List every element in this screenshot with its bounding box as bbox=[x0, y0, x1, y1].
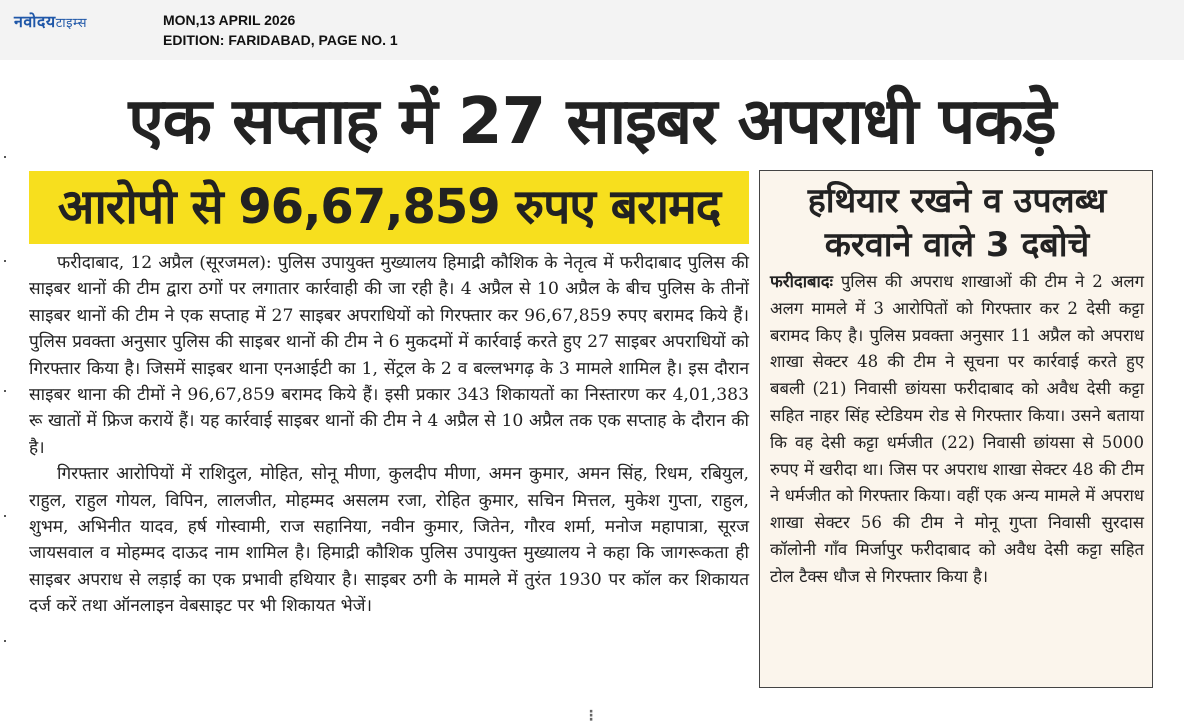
logo-subtext: टाइम्स bbox=[55, 16, 88, 31]
edition-page: EDITION: FARIDABAD, PAGE NO. 1 bbox=[163, 32, 398, 48]
newspaper-page bbox=[0, 60, 1184, 723]
column-divider-mark: ⋮ bbox=[584, 708, 598, 723]
margin-mark bbox=[4, 640, 6, 642]
edition-info bbox=[163, 10, 398, 50]
side-story-box bbox=[759, 170, 1153, 688]
margin-mark bbox=[4, 390, 6, 392]
cut-off-headline-fragment bbox=[10, 706, 270, 722]
margin-mark bbox=[4, 260, 6, 262]
side-story-text: पुलिस की अपराध शाखाओं की टीम ने 2 अलग अलग मामले में 3 आरोपितों को गिरफ्तार कर 2 देसी कट्टा बरामद किए है। पुलिस प्रवक्ता अनुसार 11 अप्रैल को अपराध शाखा सेक्टर 48 की टीम ने सूचना पर कार्रवाई करते हुए बबली (21) निवासी छांयसा फरीदाबाद को अवैध देसी कट्टा सहित नाहर सिंह स्टेडियम रोड से गिरफ्तार किया। उसने बताया कि वह देसी कट्टा धर्मजीत (22) निवासी छांयसा से 5000 रुपए में खरीदा था। जिस पर अपराध शाखा सेक्टर 48 की टीम ने धर्मजीत को गिरफ्तार किया। वहीं एक अन्य मामले में अपराध शाखा सेक्टर 56 की टीम ने मोनू गुप्ता निवासी सुरदास कॉलोनी गाँव मिर्जापुर फरीदाबाद को अवैध देसी कट्टा सहित टोल टैक्स धौज से गिरफ्तार किया है। bbox=[770, 272, 1144, 586]
sub-headline: आरोपी से 96,67,859 रुपए बरामद bbox=[29, 171, 749, 244]
logo-text: नवोदय bbox=[14, 12, 56, 31]
masthead-bar bbox=[0, 0, 1184, 60]
side-story-body bbox=[770, 269, 1144, 591]
main-story-body bbox=[29, 250, 749, 620]
main-headline: एक सप्ताह में 27 साइबर अपराधी पकड़े bbox=[128, 85, 1056, 159]
issue-date: MON,13 APRIL 2026 bbox=[163, 12, 296, 28]
newspaper-logo[interactable] bbox=[14, 10, 87, 32]
margin-mark bbox=[4, 156, 6, 158]
margin-mark bbox=[4, 515, 6, 517]
main-story-paragraph: गिरफ्तार आरोपियों में राशिदुल, मोहित, सोनू मीणा, कुलदीप मीणा, अमन कुमार, अमन सिंह, रिधम, रबियुल, राहुल, राहुल गोयल, विपिन, लालजीत, मोहम्मद असलम रजा, रोहित कुमार, सचिन मित्तल, मुकेश गुप्ता, राहुल, शुभम, अभिनीत यादव, हर्ष गोस्वामी, राज सहानिया, नवीन कुमार, जितेन, गौरव शर्मा, मनोज महापात्रा, सूरज जायसवाल व मोहम्मद दाऊद नाम शामिल है। हिमाद्री कौशिक पुलिस उपायुक्त मुख्यालय ने कहा कि जागरूकता ही साइबर अपराध से लड़ाई का एक प्रभावी हथियार है। साइबर ठगी के मामले में तुरंत 1930 पर कॉल कर शिकायत दर्ज करें तथा ऑनलाइन वेबसाइट पर भी शिकायत भेजें। bbox=[29, 464, 749, 617]
next-story-cutoff bbox=[0, 696, 1184, 723]
main-story-paragraph: फरीदाबाद, 12 अप्रैल (सूरजमल): पुलिस उपायुक्त मुख्यालय हिमाद्री कौशिक के नेतृत्व में फरीदाबाद पुलिस की साइबर थानों की टीम द्वारा ठगों पर लगातार कार्रवाही की जा रही है। 4 अप्रैल से 10 अप्रैल के बीच पुलिस के तीनों साइबर थानों की टीम ने एक सप्ताह में 27 साइबर अपराधियों को गिरफ्तार कर 96,67,859 रुपए बरामद किये हैं। पुलिस प्रवक्ता अनुसार पुलिस की साइबर थानों की टीम ने 6 मुकदमों में कार्रवाई करते हुए 27 साइबर अपराधियों को गिरफ्तार किया है। जिसमें साइबर थाना एनआईटी का 1, सेंट्रल के 2 व बल्लभगढ़ के 3 मामले शामिल है। इस दौरान साइबर थाना की टीमों ने 96,67,859 बरामद किये हैं। इसी प्रकार 343 शिकायतों का निस्तारण कर 4,01,383 रू खातों में फ्रिज करायें हैं। यह कार्रवाई साइबर थानों की टीम ने 4 अप्रैल से 10 अप्रैल तक एक सप्ताह के दौरान की है। bbox=[29, 253, 749, 458]
side-story-title: हथियार रखने व उपलब्ध करवाने वाले 3 दबोचे bbox=[807, 181, 1107, 265]
side-story-dateline: फरीदाबादः bbox=[770, 272, 833, 291]
